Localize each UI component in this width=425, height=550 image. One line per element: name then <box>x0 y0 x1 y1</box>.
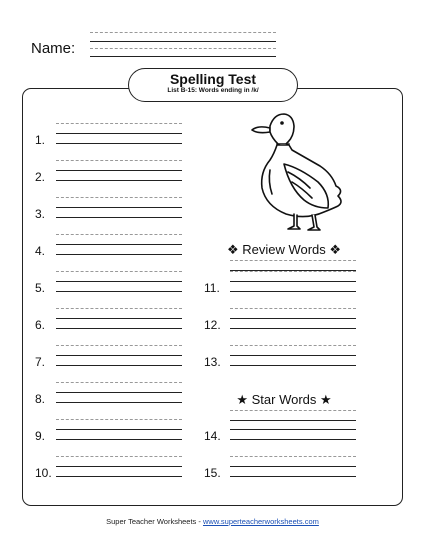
guide-line <box>56 197 182 198</box>
mid-line <box>56 133 182 134</box>
answer-line-10[interactable] <box>56 476 182 477</box>
mid-line <box>230 429 356 430</box>
item-number-3: 3. <box>35 207 46 221</box>
answer-line-11[interactable] <box>230 291 356 292</box>
answer-line-13[interactable] <box>230 365 356 366</box>
item-number-8: 8. <box>35 392 46 406</box>
guide-line <box>56 308 182 309</box>
item-number-11: 11. <box>204 281 220 295</box>
guide-line <box>56 456 182 457</box>
guide-line <box>56 271 182 272</box>
guide-line <box>56 345 182 346</box>
guide-line <box>56 382 182 383</box>
item-number-15: 15. <box>204 466 221 480</box>
mid-line <box>56 429 182 430</box>
item-number-5: 5. <box>35 281 46 295</box>
answer-line-5[interactable] <box>56 291 182 292</box>
name-guide-mid <box>90 48 276 49</box>
item-number-1: 1. <box>35 133 46 147</box>
mid-line <box>56 170 182 171</box>
mid-line <box>56 281 182 282</box>
answer-line-7[interactable] <box>56 365 182 366</box>
answer-line-2[interactable] <box>56 180 182 181</box>
mid-line <box>56 318 182 319</box>
item-number-7: 7. <box>35 355 46 369</box>
answer-line-14[interactable] <box>230 439 356 440</box>
answer-line-15[interactable] <box>230 476 356 477</box>
item-number-6: 6. <box>35 318 46 332</box>
footer <box>0 517 425 526</box>
guide-line <box>230 260 356 261</box>
answer-line-8[interactable] <box>56 402 182 403</box>
footer-link[interactable]: www.superteacherworksheets.com <box>202 517 319 526</box>
answer-line-6[interactable] <box>56 328 182 329</box>
mid-line <box>56 207 182 208</box>
page-subtitle: List B-15: Words ending in /k/ <box>167 87 259 94</box>
mid-line <box>56 244 182 245</box>
name-label: Name: <box>31 40 76 57</box>
guide-line <box>56 419 182 420</box>
guide-line <box>230 308 356 309</box>
guide-line <box>230 410 356 411</box>
answer-line-1[interactable] <box>56 143 182 144</box>
item-number-12: 12. <box>204 318 221 332</box>
footer-prefix: Super Teacher Worksheets - <box>106 517 203 526</box>
star-top-line[interactable] <box>230 420 356 421</box>
guide-line <box>56 234 182 235</box>
item-number-4: 4. <box>35 244 46 258</box>
item-number-10: 10. <box>35 466 52 480</box>
guide-line <box>56 160 182 161</box>
mid-line <box>56 392 182 393</box>
name-guide-top <box>90 32 276 33</box>
item-number-14: 14. <box>204 429 221 443</box>
mid-line <box>230 355 356 356</box>
item-number-9: 9. <box>35 429 46 443</box>
mid-line <box>230 318 356 319</box>
guide-line <box>230 271 356 272</box>
item-number-2: 2. <box>35 170 46 184</box>
duck-icon <box>248 108 348 236</box>
mid-line <box>230 466 356 467</box>
guide-line <box>230 456 356 457</box>
answer-line-9[interactable] <box>56 439 182 440</box>
mid-line <box>230 281 356 282</box>
review-words-heading: ❖ Review Words ❖ <box>226 242 342 257</box>
mid-line <box>56 355 182 356</box>
mid-line <box>56 466 182 467</box>
star-words-heading: ★ Star Words ★ <box>236 392 332 407</box>
answer-line-4[interactable] <box>56 254 182 255</box>
title-bubble <box>128 68 298 102</box>
answer-line-3[interactable] <box>56 217 182 218</box>
name-baseline[interactable] <box>90 56 276 57</box>
name-midline <box>90 41 276 42</box>
guide-line <box>230 345 356 346</box>
guide-line <box>56 123 182 124</box>
page-title: Spelling Test <box>169 71 257 87</box>
item-number-13: 13. <box>204 355 221 369</box>
answer-line-12[interactable] <box>230 328 356 329</box>
